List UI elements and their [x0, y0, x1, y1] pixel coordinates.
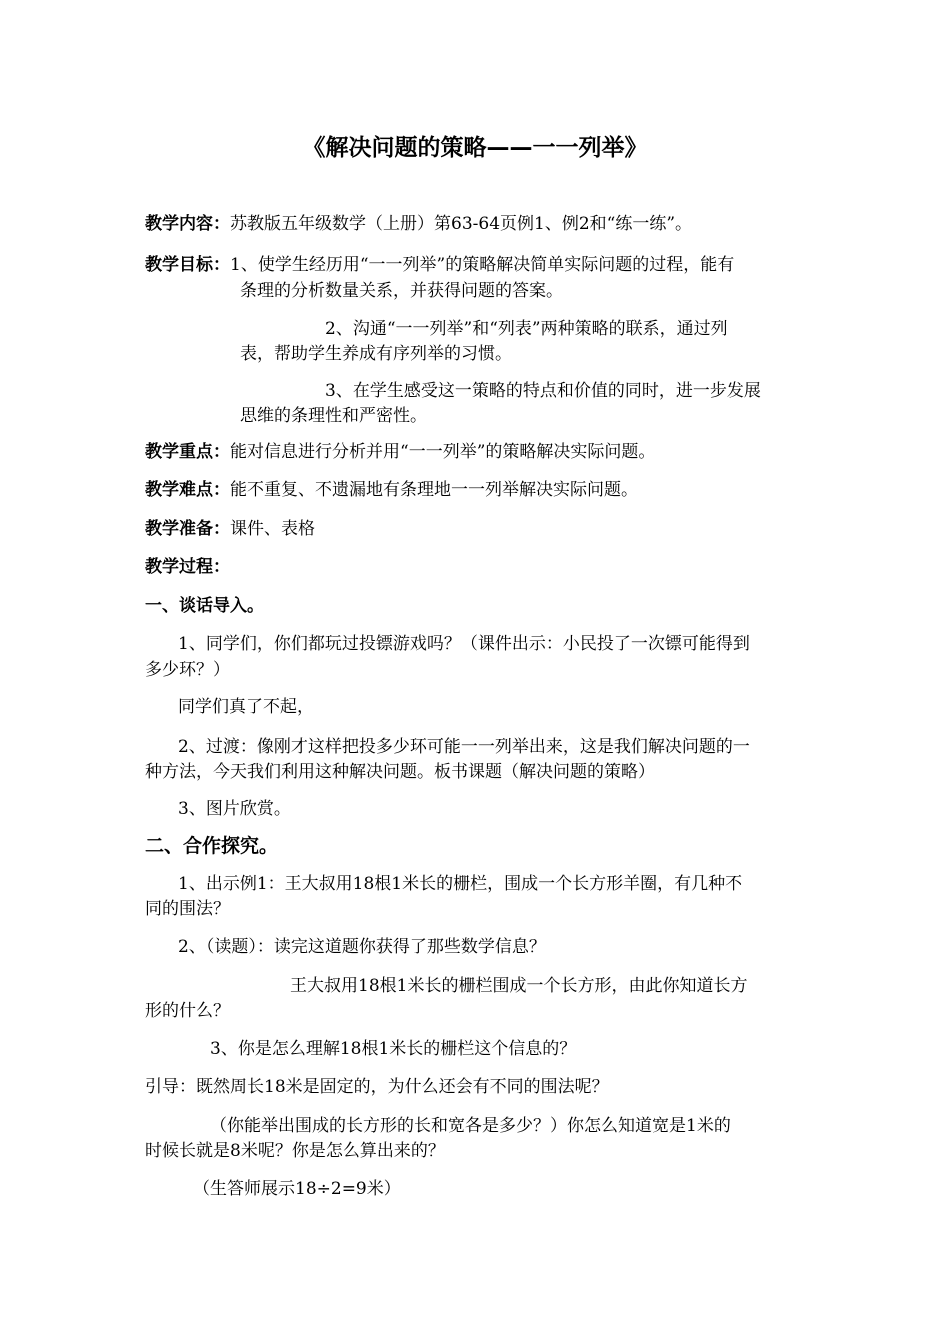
- goal-3-line-2: 思维的条理性和严密性。: [240, 406, 427, 426]
- key-point-line: [145, 441, 655, 463]
- section-1-heading: 一、谈话导入。: [145, 596, 264, 616]
- s2-para-1-line-1: 1、出示例1：王大叔用18根1米长的栅栏，围成一个长方形羊圈，有几种不: [178, 874, 743, 894]
- key-point-label: 教学重点：: [145, 442, 230, 462]
- s1-para-2: 同学们真了不起，: [178, 697, 314, 717]
- preparation-text: 课件、表格: [230, 519, 315, 539]
- s1-para-4: 3、图片欣赏。: [178, 799, 291, 819]
- s2-para-1-line-2: 同的围法？: [145, 899, 230, 919]
- difficulty-label: 教学难点：: [145, 480, 230, 500]
- key-point-text: 能对信息进行分析并用“一一列举”的策略解决实际问题。: [230, 442, 656, 462]
- s2-para-5: 引导：既然周长18米是固定的，为什么还会有不同的围法呢？: [145, 1077, 609, 1097]
- teaching-content-label: 教学内容：: [145, 214, 230, 234]
- s2-para-6-line-2: 时候长就是8米呢？你是怎么算出来的？: [145, 1141, 445, 1161]
- s1-para-3-line-1: 2、过渡：像刚才这样把投多少环可能一一列举出来，这是我们解决问题的一: [178, 737, 750, 757]
- s2-para-3-line-1: 王大叔用18根1米长的栅栏围成一个长方形，由此你知道长方: [290, 976, 748, 996]
- s2-para-7: （生答师展示18÷2=9米）: [193, 1179, 401, 1199]
- difficulty-text: 能不重复、不遗漏地有条理地一一列举解决实际问题。: [230, 480, 638, 500]
- difficulty-line: [145, 479, 638, 501]
- preparation-line: [145, 518, 315, 540]
- s2-para-4: 3、你是怎么理解18根1米长的栅栏这个信息的？: [210, 1039, 577, 1059]
- teaching-content-text: 苏教版五年级数学（上册）第63-64页例1、例2和“练一练”。: [230, 214, 693, 234]
- document-title: 《解决问题的策略——一一列举》: [302, 135, 648, 161]
- teaching-goals-label: 教学目标：: [145, 255, 230, 275]
- section-2-heading: 二、合作探究。: [145, 835, 279, 857]
- preparation-label: 教学准备：: [145, 519, 230, 539]
- goal-1-line-1: 1、使学生经历用“一一列举”的策略解决简单实际问题的过程，能有: [230, 255, 735, 275]
- s1-para-3-line-2: 种方法，今天我们利用这种解决问题。板书课题（解决问题的策略）: [145, 762, 655, 782]
- s2-para-2: 2、（读题）：读完这道题你获得了那些数学信息？: [178, 937, 546, 957]
- s1-para-1-line-2: 多少环？）: [145, 660, 230, 680]
- s2-para-3-line-2: 形的什么？: [145, 1001, 230, 1021]
- goal-2-line-1: 2、沟通“一一列举”和“列表”两种策略的联系，通过列: [325, 319, 728, 339]
- teaching-content-line: [145, 213, 692, 235]
- s1-para-1-line-1: 1、同学们，你们都玩过投镖游戏吗？（课件出示：小民投了一次镖可能得到: [178, 634, 750, 654]
- teaching-goals-line: [145, 254, 734, 276]
- process-label: 教学过程：: [145, 557, 230, 577]
- s2-para-6-line-1: （你能举出围成的长方形的长和宽各是多少？）你怎么知道宽是1米的: [210, 1116, 731, 1136]
- goal-1-line-2: 条理的分析数量关系，并获得问题的答案。: [240, 281, 563, 301]
- goal-2-line-2: 表，帮助学生养成有序列举的习惯。: [240, 344, 512, 364]
- goal-3-line-1: 3、在学生感受这一策略的特点和价值的同时，进一步发展: [325, 381, 761, 401]
